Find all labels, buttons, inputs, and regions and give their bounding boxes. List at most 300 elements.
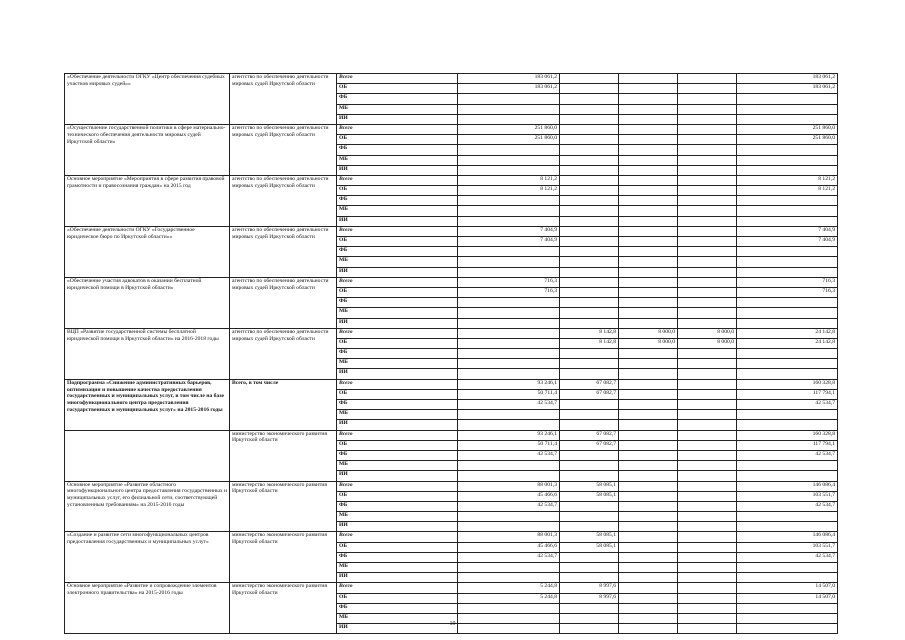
funding-source-cell: ОБ: [337, 135, 458, 145]
value-cell: [619, 318, 678, 328]
funding-source-cell: ИИ: [337, 318, 458, 328]
total-cell: 251 860,0: [737, 124, 838, 134]
funding-source-cell: ФБ: [337, 603, 458, 613]
funding-source-cell: ОБ: [337, 542, 458, 552]
total-cell: 183 061,2: [737, 84, 838, 94]
total-cell: [737, 247, 838, 257]
value-cell: [678, 522, 737, 532]
value-cell: [619, 226, 678, 236]
total-cell: [737, 145, 838, 155]
value-cell: [458, 94, 560, 104]
value-cell: [458, 338, 560, 348]
value-cell: [678, 410, 737, 420]
value-cell: [678, 491, 737, 501]
total-cell: 117 794,1: [737, 389, 838, 399]
funding-source-cell: Всего: [337, 124, 458, 134]
value-cell: [619, 216, 678, 226]
total-cell: [737, 257, 838, 267]
value-cell: [678, 573, 737, 583]
total-cell: [737, 461, 838, 471]
value-cell: [678, 603, 737, 613]
total-cell: [737, 512, 838, 522]
value-cell: [678, 512, 737, 522]
value-cell: [619, 410, 678, 420]
budget-table: [64, 73, 838, 634]
value-cell: [619, 491, 678, 501]
value-cell: [619, 74, 678, 84]
value-cell: 50 711,4: [458, 440, 560, 450]
value-cell: [678, 206, 737, 216]
total-cell: [737, 308, 838, 318]
value-cell: [560, 369, 619, 379]
funding-source-cell: МБ: [337, 104, 458, 114]
value-cell: [619, 196, 678, 206]
value-cell: [458, 165, 560, 175]
total-cell: 42 534,7: [737, 552, 838, 562]
value-cell: [458, 603, 560, 613]
total-cell: 716,3: [737, 287, 838, 297]
page-number: 19: [449, 621, 456, 627]
total-cell: 8 121,2: [737, 186, 838, 196]
value-cell: [619, 481, 678, 491]
table-row: [65, 124, 838, 134]
value-cell: 42 534,7: [458, 501, 560, 511]
value-cell: [619, 440, 678, 450]
value-cell: [678, 501, 737, 511]
responsible-executor: министерство экономического развития Иркутской области: [230, 583, 337, 634]
value-cell: [678, 216, 737, 226]
value-cell: 50 711,4: [458, 389, 560, 399]
value-cell: [678, 287, 737, 297]
value-cell: [619, 124, 678, 134]
value-cell: 8 142,8: [560, 338, 619, 348]
value-cell: [619, 593, 678, 603]
value-cell: [619, 501, 678, 511]
funding-source-cell: Всего: [337, 328, 458, 338]
value-cell: [560, 114, 619, 124]
activity-description: [65, 430, 230, 481]
funding-source-cell: ИИ: [337, 267, 458, 277]
funding-source-cell: ИИ: [337, 522, 458, 532]
total-cell: [737, 267, 838, 277]
table-row: [65, 481, 838, 491]
value-cell: [458, 573, 560, 583]
funding-source-cell: ФБ: [337, 501, 458, 511]
value-cell: [678, 308, 737, 318]
value-cell: [560, 420, 619, 430]
total-cell: 146 086,4: [737, 481, 838, 491]
table-row: [65, 277, 838, 287]
value-cell: [458, 471, 560, 481]
total-cell: 160 328,8: [737, 430, 838, 440]
value-cell: [560, 298, 619, 308]
value-cell: 67 082,7: [560, 440, 619, 450]
value-cell: [678, 74, 737, 84]
value-cell: [678, 349, 737, 359]
value-cell: [619, 206, 678, 216]
value-cell: [619, 186, 678, 196]
value-cell: [560, 186, 619, 196]
total-cell: 716,3: [737, 277, 838, 287]
value-cell: [560, 226, 619, 236]
value-cell: [560, 400, 619, 410]
value-cell: [458, 512, 560, 522]
total-cell: [737, 206, 838, 216]
value-cell: [458, 267, 560, 277]
value-cell: [678, 114, 737, 124]
value-cell: [560, 196, 619, 206]
value-cell: 716,3: [458, 277, 560, 287]
funding-source-cell: ФБ: [337, 94, 458, 104]
value-cell: 183 061,2: [458, 74, 560, 84]
funding-source-cell: ОБ: [337, 389, 458, 399]
value-cell: [458, 461, 560, 471]
value-cell: 251 860,0: [458, 124, 560, 134]
value-cell: [560, 501, 619, 511]
funding-source-cell: ФБ: [337, 298, 458, 308]
total-cell: [737, 471, 838, 481]
total-cell: [737, 349, 838, 359]
value-cell: [678, 84, 737, 94]
value-cell: 58 085,1: [560, 542, 619, 552]
value-cell: [678, 298, 737, 308]
value-cell: [619, 94, 678, 104]
value-cell: [619, 461, 678, 471]
funding-source-cell: ИИ: [337, 369, 458, 379]
value-cell: [619, 420, 678, 430]
value-cell: 8 997,6: [560, 593, 619, 603]
activity-description: Основное мероприятие «Мероприятия в сфере развития правовой грамотности и правосознания граждан» на 2015 год: [65, 175, 230, 226]
value-cell: [678, 389, 737, 399]
funding-source-cell: МБ: [337, 461, 458, 471]
value-cell: [619, 583, 678, 593]
value-cell: [678, 430, 737, 440]
value-cell: [678, 247, 737, 257]
funding-source-cell: ИИ: [337, 114, 458, 124]
value-cell: [619, 114, 678, 124]
value-cell: [678, 420, 737, 430]
value-cell: [458, 104, 560, 114]
value-cell: [678, 440, 737, 450]
total-cell: 14 507,0: [737, 593, 838, 603]
value-cell: [619, 267, 678, 277]
total-cell: 103 551,7: [737, 491, 838, 501]
table-row: [65, 430, 838, 440]
value-cell: [619, 542, 678, 552]
value-cell: [619, 287, 678, 297]
total-cell: 24 142,8: [737, 328, 838, 338]
value-cell: 8 000,0: [619, 328, 678, 338]
value-cell: [619, 84, 678, 94]
activity-description: Основное мероприятие «Развитие областного многофункционального центра предоставления государственных и муниципальных услуг, его филиальной сети, соответствующей установленным требованиям» на 2015-2016 годы: [65, 481, 230, 532]
table-row: [65, 379, 838, 389]
total-cell: [737, 573, 838, 583]
value-cell: [458, 328, 560, 338]
value-cell: 42 534,7: [458, 400, 560, 410]
value-cell: [678, 124, 737, 134]
value-cell: [678, 379, 737, 389]
value-cell: 7 404,9: [458, 237, 560, 247]
value-cell: [619, 603, 678, 613]
total-cell: 103 551,7: [737, 542, 838, 552]
total-cell: [737, 420, 838, 430]
value-cell: [678, 94, 737, 104]
funding-source-cell: Всего: [337, 379, 458, 389]
funding-source-cell: ОБ: [337, 186, 458, 196]
activity-description: ВЦП «Развитие государственной системы бесплатной юридической помощи в Иркутской области» на 2016-2018 годы: [65, 328, 230, 379]
value-cell: 45 466,6: [458, 491, 560, 501]
value-cell: [560, 359, 619, 369]
value-cell: [560, 471, 619, 481]
value-cell: [678, 186, 737, 196]
value-cell: [619, 389, 678, 399]
value-cell: [560, 603, 619, 613]
value-cell: [560, 277, 619, 287]
responsible-executor: агентство по обеспечению деятельности мировых судей Иркутской области: [230, 277, 337, 328]
total-cell: [737, 298, 838, 308]
total-cell: [737, 359, 838, 369]
responsible-executor: агентство по обеспечению деятельности мировых судей Иркутской области: [230, 175, 337, 226]
value-cell: [619, 155, 678, 165]
value-cell: [678, 542, 737, 552]
value-cell: [560, 267, 619, 277]
value-cell: [560, 124, 619, 134]
funding-source-cell: ФБ: [337, 400, 458, 410]
funding-source-cell: Всего: [337, 430, 458, 440]
value-cell: [458, 420, 560, 430]
value-cell: [678, 257, 737, 267]
value-cell: [560, 450, 619, 460]
value-cell: [678, 155, 737, 165]
value-cell: [458, 155, 560, 165]
value-cell: 67 082,7: [560, 430, 619, 440]
table-row: [65, 175, 838, 185]
value-cell: [678, 471, 737, 481]
value-cell: 251 860,0: [458, 135, 560, 145]
value-cell: [560, 155, 619, 165]
value-cell: [619, 135, 678, 145]
value-cell: [619, 165, 678, 175]
value-cell: [678, 318, 737, 328]
value-cell: 58 085,1: [560, 532, 619, 542]
value-cell: 8 000,0: [619, 338, 678, 348]
funding-source-cell: ОБ: [337, 338, 458, 348]
value-cell: [560, 563, 619, 573]
value-cell: [560, 135, 619, 145]
value-cell: 58 085,1: [560, 491, 619, 501]
funding-source-cell: МБ: [337, 155, 458, 165]
value-cell: 183 061,2: [458, 84, 560, 94]
funding-source-cell: Всего: [337, 74, 458, 84]
value-cell: 58 085,1: [560, 481, 619, 491]
funding-source-cell: ОБ: [337, 440, 458, 450]
value-cell: [619, 512, 678, 522]
responsible-executor: агентство по обеспечению деятельности мировых судей Иркутской области: [230, 226, 337, 277]
value-cell: [560, 237, 619, 247]
value-cell: [678, 369, 737, 379]
activity-description: «Обеспечение участия адвокатов в оказании бесплатной юридической помощи в Иркутской области»: [65, 277, 230, 328]
total-cell: [737, 522, 838, 532]
activity-description: Подпрограмма «Снижение административных барьеров, оптимизация и повышение качества предоставления государственных и муниципальных услуг, в том числе на базе многофункционального центра предоставления государственных и муниципальных услуг» на 2015-2016 годы: [65, 379, 230, 430]
value-cell: 8 000,0: [678, 328, 737, 338]
value-cell: [619, 277, 678, 287]
value-cell: [458, 206, 560, 216]
value-cell: [678, 267, 737, 277]
funding-source-cell: ОБ: [337, 491, 458, 501]
value-cell: [678, 277, 737, 287]
funding-source-cell: ИИ: [337, 471, 458, 481]
value-cell: 45 466,6: [458, 542, 560, 552]
funding-source-cell: МБ: [337, 512, 458, 522]
value-cell: [560, 573, 619, 583]
funding-source-cell: МБ: [337, 613, 458, 623]
value-cell: [619, 430, 678, 440]
total-cell: [737, 104, 838, 114]
activity-description: Основное мероприятие «Развитие и сопровождение элементов электронного правительства» на 2015-2016 годы: [65, 583, 230, 634]
total-cell: [737, 114, 838, 124]
value-cell: [619, 532, 678, 542]
value-cell: 88 001,3: [458, 532, 560, 542]
value-cell: [619, 573, 678, 583]
value-cell: [678, 196, 737, 206]
value-cell: 42 534,7: [458, 450, 560, 460]
responsible-executor: агентство по обеспечению деятельности мировых судей Иркутской области: [230, 328, 337, 379]
value-cell: [678, 145, 737, 155]
value-cell: [619, 175, 678, 185]
value-cell: [619, 450, 678, 460]
funding-source-cell: Всего: [337, 175, 458, 185]
funding-source-cell: МБ: [337, 308, 458, 318]
funding-source-cell: ИИ: [337, 420, 458, 430]
value-cell: 8 997,6: [560, 583, 619, 593]
total-cell: 251 860,0: [737, 135, 838, 145]
value-cell: [619, 104, 678, 114]
value-cell: [678, 175, 737, 185]
value-cell: [458, 114, 560, 124]
value-cell: [678, 135, 737, 145]
value-cell: 8 142,8: [560, 328, 619, 338]
value-cell: [560, 74, 619, 84]
value-cell: [560, 247, 619, 257]
responsible-executor: министерство экономического развития Иркутской области: [230, 481, 337, 532]
value-cell: 88 001,3: [458, 481, 560, 491]
value-cell: [560, 94, 619, 104]
value-cell: [678, 450, 737, 460]
value-cell: 8 000,0: [678, 338, 737, 348]
value-cell: [458, 247, 560, 257]
value-cell: [678, 583, 737, 593]
value-cell: [560, 349, 619, 359]
value-cell: 7 404,9: [458, 226, 560, 236]
value-cell: [678, 359, 737, 369]
responsible-executor: Всего, в том числе: [230, 379, 337, 430]
funding-source-cell: ИИ: [337, 216, 458, 226]
value-cell: [458, 349, 560, 359]
value-cell: [619, 257, 678, 267]
value-cell: [619, 308, 678, 318]
value-cell: [560, 165, 619, 175]
value-cell: [619, 247, 678, 257]
responsible-executor: министерство экономического развития Иркутской области: [230, 532, 337, 583]
total-cell: [737, 318, 838, 328]
value-cell: 42 534,7: [458, 552, 560, 562]
funding-source-cell: Всего: [337, 532, 458, 542]
total-cell: 160 328,8: [737, 379, 838, 389]
total-cell: [737, 410, 838, 420]
value-cell: 67 082,7: [560, 379, 619, 389]
value-cell: [560, 145, 619, 155]
value-cell: [560, 175, 619, 185]
total-cell: [737, 216, 838, 226]
funding-source-cell: ФБ: [337, 196, 458, 206]
value-cell: [619, 145, 678, 155]
value-cell: [678, 461, 737, 471]
total-cell: [737, 603, 838, 613]
funding-source-cell: ФБ: [337, 552, 458, 562]
funding-source-cell: МБ: [337, 563, 458, 573]
value-cell: 5 244,8: [458, 593, 560, 603]
funding-source-cell: ФБ: [337, 450, 458, 460]
total-cell: 183 061,2: [737, 74, 838, 84]
responsible-executor: агентство по обеспечению деятельности мировых судей Иркутской области: [230, 124, 337, 175]
total-cell: 24 142,8: [737, 338, 838, 348]
value-cell: [560, 216, 619, 226]
total-cell: 42 534,7: [737, 400, 838, 410]
total-cell: [737, 94, 838, 104]
value-cell: [560, 84, 619, 94]
value-cell: [560, 104, 619, 114]
value-cell: [458, 410, 560, 420]
value-cell: [560, 461, 619, 471]
value-cell: [458, 318, 560, 328]
value-cell: [560, 206, 619, 216]
table-row: [65, 328, 838, 338]
responsible-executor: министерство экономического развития Иркутской области: [230, 430, 337, 481]
value-cell: [678, 552, 737, 562]
total-cell: 117 794,1: [737, 440, 838, 450]
value-cell: [458, 522, 560, 532]
activity-description: «Создание и развитие сети многофункциональных центров предоставления государственных и муниципальных услуг»: [65, 532, 230, 583]
value-cell: [560, 410, 619, 420]
responsible-executor: агентство по обеспечению деятельности мировых судей Иркутской области: [230, 74, 337, 125]
funding-source-cell: ИИ: [337, 624, 458, 634]
total-cell: 7 404,9: [737, 237, 838, 247]
value-cell: [678, 226, 737, 236]
funding-source-cell: ОБ: [337, 84, 458, 94]
funding-source-cell: ОБ: [337, 593, 458, 603]
value-cell: 8 121,2: [458, 186, 560, 196]
activity-description: «Обеспечение деятельности ОГКУ «Центр обеспечения судебных участков мировых судей»»: [65, 74, 230, 125]
total-cell: 42 534,7: [737, 501, 838, 511]
total-cell: 146 086,4: [737, 532, 838, 542]
value-cell: [560, 512, 619, 522]
total-cell: 14 507,0: [737, 583, 838, 593]
funding-source-cell: МБ: [337, 206, 458, 216]
value-cell: [458, 308, 560, 318]
value-cell: [458, 563, 560, 573]
value-cell: [458, 359, 560, 369]
table-row: [65, 583, 838, 593]
total-cell: [737, 155, 838, 165]
value-cell: [619, 400, 678, 410]
funding-source-cell: ОБ: [337, 287, 458, 297]
value-cell: 8 121,2: [458, 175, 560, 185]
total-cell: [737, 196, 838, 206]
value-cell: 67 082,7: [560, 389, 619, 399]
value-cell: [619, 471, 678, 481]
value-cell: [678, 104, 737, 114]
funding-source-cell: ИИ: [337, 165, 458, 175]
